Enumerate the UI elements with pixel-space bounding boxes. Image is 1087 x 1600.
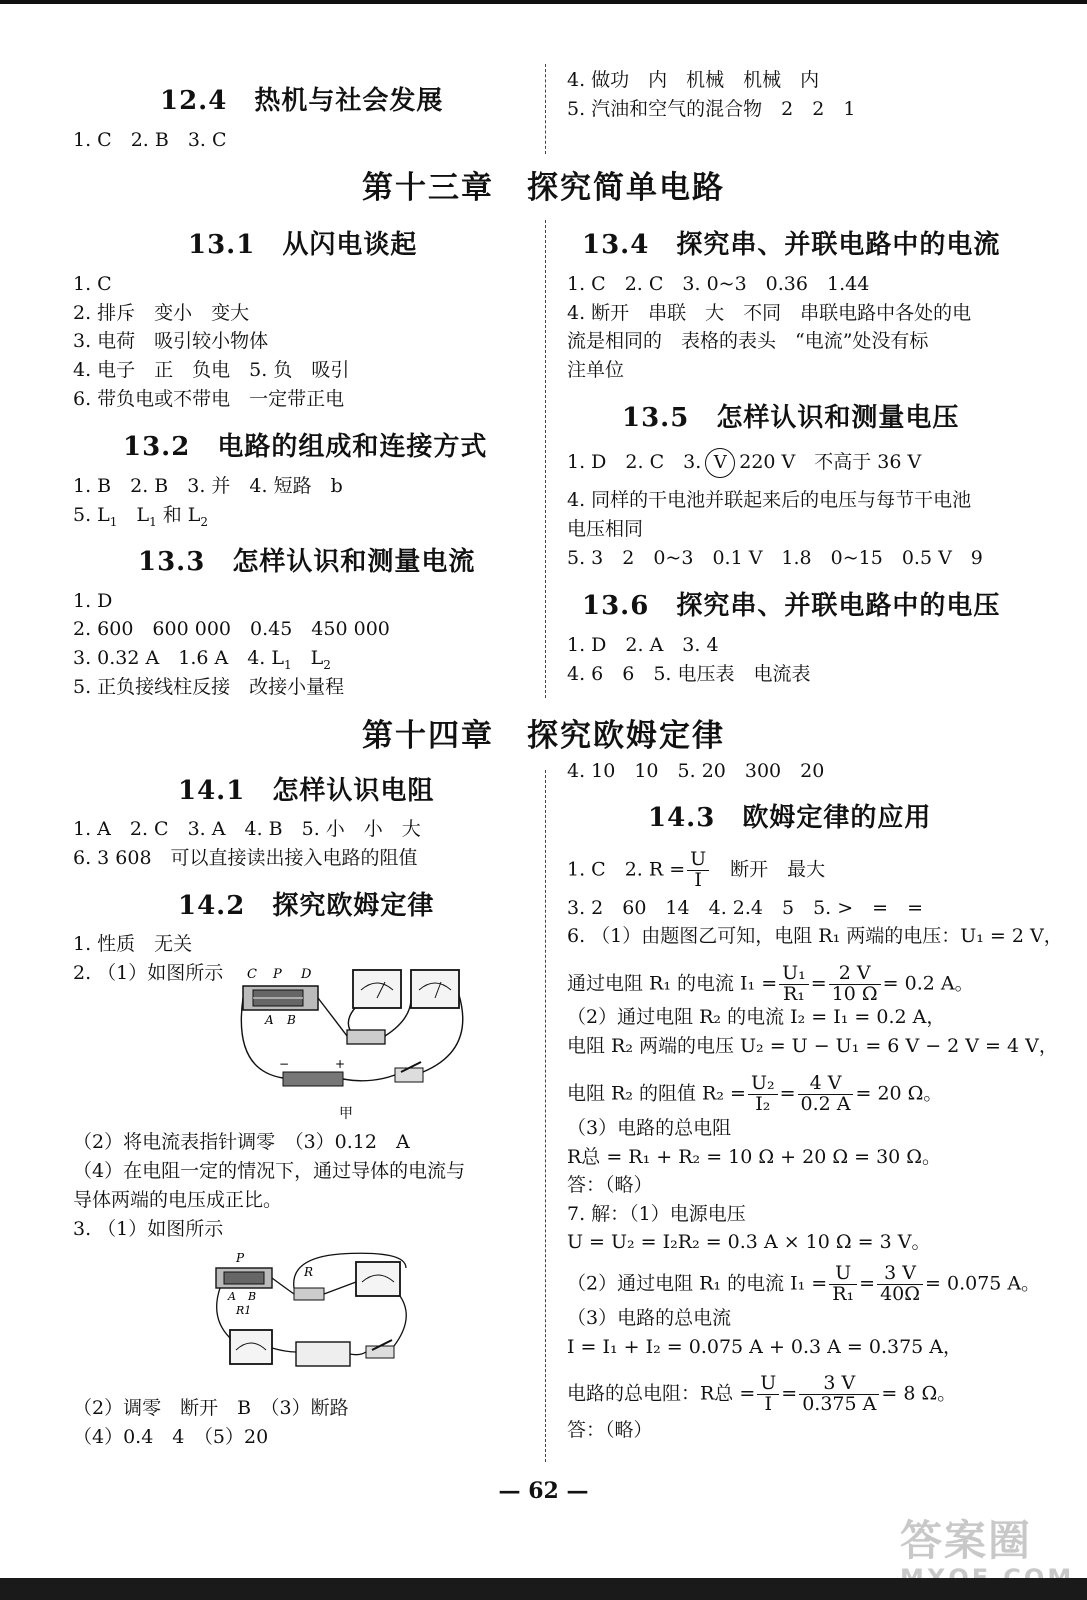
answer-line: 1. D [73,590,113,612]
column-divider-mid [545,220,546,698]
answer-line: 6. 3 608 可以直接读出接入电路的阻值 [73,847,418,869]
svg-text:A: A [265,1013,274,1027]
svg-text:A: A [228,1290,236,1303]
answer-line: 3. 2 60 14 4. 2.4 5 5. > = = [567,897,924,919]
svg-text:C: C [247,967,257,982]
svg-text:B: B [287,1013,296,1027]
answer-line: （2）将电流表指针调零 （3）0.12 A [73,1131,410,1153]
answer-line: 4. 断开 串联 大 不同 串联电路中各处的电 [567,302,972,324]
section-title-13-3: 13.3 怎样认识和测量电流 [138,547,476,577]
answer-line: 3. （1）如图所示 [73,1218,224,1240]
answer-line: 5. $L_1$ $L_1$ 和 $L_2$ [73,504,209,529]
answer-line: （2）通过电阻 R₂ 的电流 I₂ = I₁ = 0.2 A， [567,1006,946,1028]
section-title-13-5: 13.5 怎样认识和测量电压 [622,403,960,433]
answer-line: 1. A 2. C 3. A 4. B 5. 小 小 大 [73,818,421,840]
svg-text:R1: R1 [236,1304,252,1317]
answer-line: （2）调零 断开 B （3）断路 [73,1397,349,1419]
section-title-14-2: 14.2 探究欧姆定律 [178,891,435,921]
bottom-border [0,1578,1087,1600]
answer-line: 5. 正负接线柱反接 改接小量程 [73,676,345,698]
answer-line: 7. 解：（1）电源电压 [567,1203,746,1225]
answer-line: （3）电路的总电流 [567,1307,732,1329]
answer-line: 4. 同样的干电池并联起来后的电压与每节干电池 [567,489,972,511]
answer-line: 2. 排斥 变小 变大 [73,302,250,324]
section-title-13-2: 13.2 电路的组成和连接方式 [123,432,488,462]
answer-line: 1. D 2. C 3. V 220 V 不高于 36 V [567,448,921,478]
section-title-14-3: 14.3 欧姆定律的应用 [648,803,932,833]
answer-line: 1. C 2. B 3. C [73,129,227,151]
svg-text:P: P [236,1251,245,1265]
answer-line: 注单位 [567,359,625,381]
answer-line: 4. 做功 内 机械 机械 内 [567,69,820,91]
column-divider-bottom [545,770,546,1462]
answer-line: （3）电路的总电阻 [567,1117,732,1139]
answer-line: 3. 0.32 A 1.6 A 4. $L_1$ $L_2$ [73,647,331,672]
svg-text:P: P [273,967,282,982]
answer-line: 2. 600 600 000 0.45 450 000 [73,618,390,640]
answer-line: 3. 电荷 吸引较小物体 [73,330,269,352]
answer-line: （4）0.4 4 （5）20 [73,1426,269,1448]
answer-line: 1. C 2. R = $\frac{U}{I}$ 断开 最大 [567,848,826,891]
svg-text:甲: 甲 [339,1106,353,1122]
answer-line: 电路的总电阻：R总 = $\frac{U}{I}$ = $\frac{3 V}{0.375 A}$ = 8 Ω。 [567,1372,957,1415]
answer-line: 流是相同的 表格的表头 “电流”处没有标 [567,330,929,352]
answer-line: 5. 汽油和空气的混合物 2 2 1 [567,98,856,120]
top-border [0,0,1087,4]
svg-text:B: B [248,1290,257,1303]
answer-line: 5. 3 2 0~3 0.1 V 1.8 0~15 0.5 V 9 [567,547,983,569]
answer-line: 答：（略） [567,1174,653,1196]
answer-line: 1. 性质 无关 [73,933,193,955]
svg-text:D: D [301,967,312,982]
answer-line: 电压相同 [567,518,644,540]
answer-line: （2）通过电阻 R₁ 的电流 I₁ = $\frac{U}{\text{R₁}}$ = $\frac{3 V}{40\Omega}$ = 0.075 A。 [567,1262,1041,1305]
column-divider-top [545,64,546,154]
section-title-14-1: 14.1 怎样认识电阻 [178,776,435,806]
section-title-12-4: 12.4 热机与社会发展 [160,86,444,116]
svg-text:−: − [279,1057,290,1071]
circuit-diagram-1 [235,960,485,1130]
chapter-title-14: 第十四章 探究欧姆定律 [362,718,725,754]
answer-line: 导体两端的电压成正比。 [73,1189,283,1211]
section-title-13-6: 13.6 探究串、并联电路中的电压 [582,591,1001,621]
voltmeter-symbol-icon: V [705,448,735,478]
answer-line: 电阻 R₂ 的阻值 R₂ = $\frac{\text{U₂}}{\text{I₂}}$ = $\frac{4 V}{0.2 A}$ = 20 Ω。 [567,1072,943,1115]
answer-line: 4. 6 6 5. 电压表 电流表 [567,663,811,685]
answer-line: I = I₁ + I₂ = 0.075 A + 0.3 A = 0.375 A， [567,1336,963,1358]
answer-line: 6. （1）由题图乙可知，电阻 R₁ 两端的电压：U₁ = 2 V， [567,925,1063,947]
answer-line: 4. 电子 正 负电 5. 负 吸引 [73,359,350,381]
answer-line: 6. 带负电或不带电 一定带正电 [73,388,345,410]
answer-line: 电阻 R₂ 两端的电压 U₂ = U − U₁ = 6 V − 2 V = 4 V， [567,1035,1058,1057]
answer-line: U = U₂ = I₂R₂ = 0.3 A × 10 Ω = 3 V。 [567,1231,931,1253]
circuit-diagram-2 [210,1248,420,1378]
answer-line: 1. D 2. A 3. 4 [567,634,719,656]
chapter-title-13: 第十三章 探究简单电路 [362,170,725,206]
answer-line: （4）在电阻一定的情况下，通过导体的电流与 [73,1160,466,1182]
answer-line: 答：（略） [567,1419,653,1441]
answer-line: 1. B 2. B 3. 并 4. 短路 b [73,475,343,497]
svg-text:R: R [304,1265,314,1279]
section-title-13-1: 13.1 从闪电谈起 [188,230,418,260]
answer-line: 1. C [73,273,112,295]
section-title-13-4: 13.4 探究串、并联电路中的电流 [582,230,1001,260]
answer-line: 4. 10 10 5. 20 300 20 [567,760,825,782]
answer-line: 通过电阻 R₁ 的电流 I₁ = $\frac{\text{U₁}}{\text{R₁}}$ = $\frac{2 V}{10 \Omega}$ = 0.2 A。 [567,962,974,1005]
answer-line: 1. C 2. C 3. 0~3 0.36 1.44 [567,273,870,295]
answer-line: 2. （1）如图所示 [73,962,224,984]
svg-text:+: + [335,1057,346,1071]
watermark-logo: 答案圈 [900,1516,1033,1565]
fraction: $\frac{U}{I}$ [687,850,709,891]
answer-line: R总 = R₁ + R₂ = 10 Ω + 20 Ω = 30 Ω。 [567,1146,942,1168]
page-number: — 62 — [498,1478,589,1504]
